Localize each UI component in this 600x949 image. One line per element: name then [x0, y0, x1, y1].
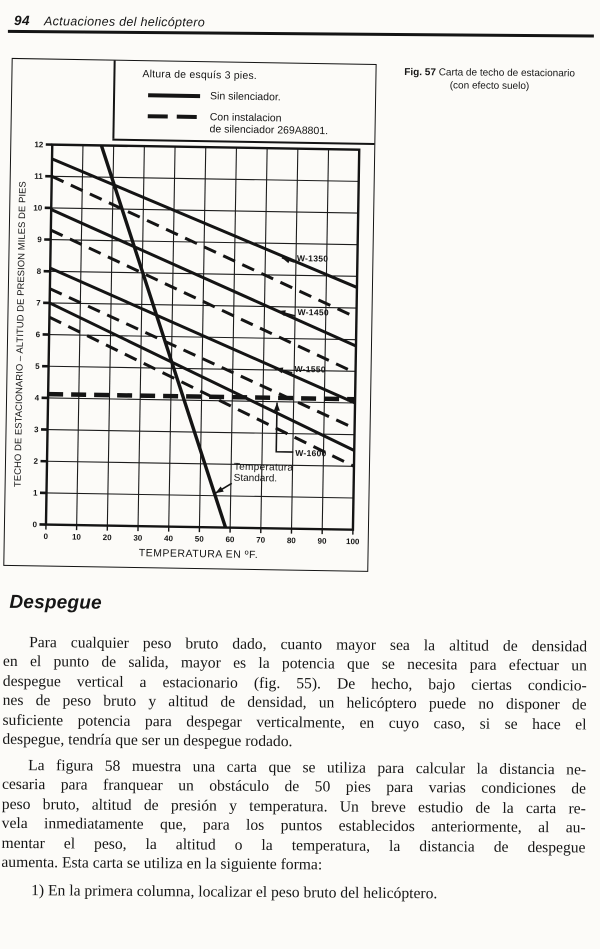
y-axis-title: TECHO DE ESTACIONARIO – ALTITUD DE PRESION MILES DE PIES — [11, 181, 28, 488]
legend-title: Altura de esquís 3 pies. — [142, 68, 258, 83]
text-line: cesaria para franquear un obstáculo de 50 pies para varias condiciones de — [1, 776, 587, 798]
x-tick-label: 30 — [133, 533, 143, 543]
text-line: suficiente potencia para despegar verticalmente, en cuyo caso, si se hace el — [2, 711, 587, 734]
annotation-arrowhead — [282, 257, 291, 263]
y-tick-label: 10 — [33, 203, 43, 213]
y-tick-label: 9 — [37, 235, 42, 245]
x-tick-label: 0 — [43, 532, 49, 542]
y-tick-label: 5 — [35, 361, 40, 371]
legend-item-label: Con instalacion de silenciador 269A8801. — [209, 111, 329, 138]
x-tick-label: 70 — [256, 535, 266, 545]
x-tick-label: 100 — [345, 537, 360, 547]
page-header — [14, 12, 205, 31]
text-line: despegue, tendría que ser un despegue rodado. — [2, 730, 293, 751]
header-rule — [8, 30, 594, 37]
y-tick-label: 7 — [36, 298, 41, 308]
y-tick-label: 6 — [35, 330, 41, 340]
y-tick-label: 4 — [34, 393, 40, 403]
x-tick-label: 50 — [194, 534, 204, 544]
figure-caption-text: Carta de techo de estacionario — [438, 67, 575, 80]
text-line: despegue vertical a estacionario (fig. 55). De hecho, bajo ciertas condicio- — [2, 672, 587, 695]
y-tick-label: 3 — [34, 425, 39, 435]
figure-caption-number: Fig. 57 — [404, 67, 436, 79]
x-tick-label: 40 — [164, 534, 174, 544]
section-heading: Despegue — [9, 591, 102, 614]
x-tick-label: 10 — [71, 532, 81, 542]
chart-annotation: Standard. — [233, 472, 278, 485]
figure-caption — [385, 66, 593, 94]
x-tick-label: 60 — [225, 535, 235, 545]
y-tick-label: 2 — [33, 456, 39, 466]
x-tick-label: 20 — [102, 533, 112, 543]
series-line — [47, 317, 356, 466]
text-line: Para cualquier peso bruto dado, cuanto mayor sea la altitud de densidad — [29, 634, 588, 656]
text-line: en el punto de salida, mayor es la potencia que se necesita para efectuar un — [2, 653, 588, 675]
text-line: peso bruto, altitud de presión y temperatura. Un breve estudio de la carta re- — [1, 795, 586, 818]
page-number: 94 — [13, 12, 31, 29]
legend-item-label: Sin silenciador. — [209, 90, 281, 104]
y-tick-label: 11 — [34, 171, 43, 181]
hover-ceiling-chart — [4, 59, 375, 571]
figure-box — [3, 58, 376, 572]
text-line: nes de peso bruto y altitud de densidad, un helicóptero puede no disponer de — [2, 692, 587, 714]
text-line: La figura 58 muestra una carta que se utiliza para calcular la distancia ne- — [28, 757, 587, 779]
annotation-arrowhead — [274, 403, 280, 411]
chart-annotation: W-1550 — [294, 363, 326, 375]
y-tick-label: 12 — [34, 140, 44, 150]
chart-annotation: W-1600 — [295, 447, 327, 459]
chart-annotation: W-1350 — [296, 253, 329, 264]
x-axis-title: TEMPERATURA EN ºF. — [138, 547, 259, 562]
y-tick-label: 8 — [36, 266, 42, 276]
list-item: 1) En la primera columna, localizar el peso bruto del helicóptero. — [31, 882, 438, 903]
series-line — [49, 230, 358, 373]
series-line — [50, 159, 359, 288]
annotation-arrowhead — [215, 486, 223, 493]
chart-annotation: Temperatura — [233, 461, 294, 474]
y-tick-label: 0 — [32, 520, 38, 530]
running-title: Actuaciones del helicóptero — [43, 14, 206, 30]
y-tick-label: 1 — [32, 488, 38, 498]
paragraph — [1, 756, 586, 877]
text-line: aumenta. Esta carta se utiliza en la siguiente forma: — [1, 853, 323, 874]
figure-caption-subtext: (con efecto suelo) — [449, 80, 530, 93]
x-tick-label: 90 — [317, 536, 327, 546]
text-line: mentar el peso, la altitud o la temperatura, la distancia de despegue — [1, 834, 586, 857]
chart-annotation: W-1450 — [297, 306, 330, 318]
x-tick-label: 80 — [286, 536, 296, 546]
paragraph — [2, 633, 587, 754]
text-line: vela inmediatamente que, para los puntos establecidos anteriormente, al au- — [1, 815, 586, 837]
